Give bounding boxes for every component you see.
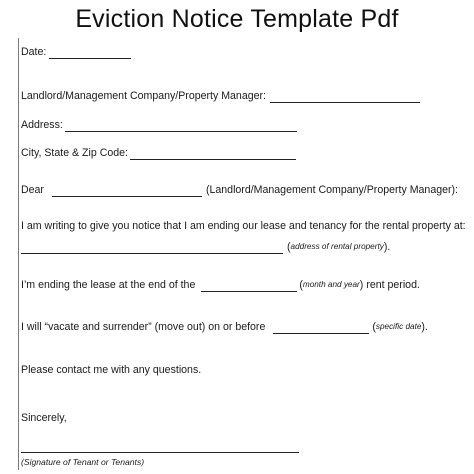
notice-form <box>18 38 471 470</box>
rental-property-hint: address of rental property <box>290 242 384 251</box>
vacate-prefix: I will “vacate and surrender” (move out) on or before <box>21 321 266 333</box>
lease-end-row: I’m ending the lease at the end of the ( month and year ) rent period. <box>21 279 420 291</box>
city-label: City, State & Zip Code: <box>21 147 128 159</box>
rental-property-row: ( address of rental property ). <box>21 240 390 254</box>
contact-row <box>21 363 201 377</box>
dear-suffix: (Landlord/Management Company/Property Manager): <box>205 184 458 196</box>
dear-label: Dear <box>21 184 44 196</box>
signature-line-row <box>21 442 300 453</box>
date-blank[interactable] <box>49 48 131 59</box>
month-year-hint: month and year <box>302 280 360 289</box>
signature-hint-row <box>21 455 144 469</box>
date-label: Date: <box>21 46 47 58</box>
dear-row <box>21 183 458 197</box>
city-row <box>21 146 297 160</box>
specific-date-hint: specific date <box>375 322 422 331</box>
closing-text: Sincerely, <box>21 412 67 424</box>
dear-blank[interactable] <box>52 186 202 197</box>
vacate-blank[interactable] <box>273 323 369 334</box>
signature-blank[interactable] <box>21 442 299 453</box>
contact-text: Please contact me with any questions. <box>21 364 202 376</box>
city-blank[interactable] <box>130 149 296 160</box>
rental-property-blank[interactable] <box>21 243 283 254</box>
lease-end-suffix: rent period. <box>366 279 420 291</box>
signature-hint: (Signature of Tenant or Tenants) <box>21 457 145 467</box>
address-label: Address: <box>21 119 63 131</box>
date-row <box>21 45 132 59</box>
lease-end-prefix: I’m ending the lease at the end of the <box>21 279 196 291</box>
vacate-row: I will “vacate and surrender” (move out) on or before ( specific date ). <box>21 321 428 333</box>
landlord-blank[interactable] <box>270 92 420 103</box>
intro-text: I am writing to give you notice that I am ending our lease and tenancy for the rental property at: <box>21 220 466 232</box>
page-title: Eviction Notice Template Pdf <box>75 5 399 33</box>
address-blank[interactable] <box>65 121 297 132</box>
lease-end-blank[interactable] <box>201 281 297 292</box>
intro-row <box>21 219 466 233</box>
address-row <box>21 118 298 132</box>
landlord-label: Landlord/Management Company/Property Manager: <box>21 90 266 102</box>
landlord-row <box>21 89 421 103</box>
closing-row <box>21 411 67 425</box>
